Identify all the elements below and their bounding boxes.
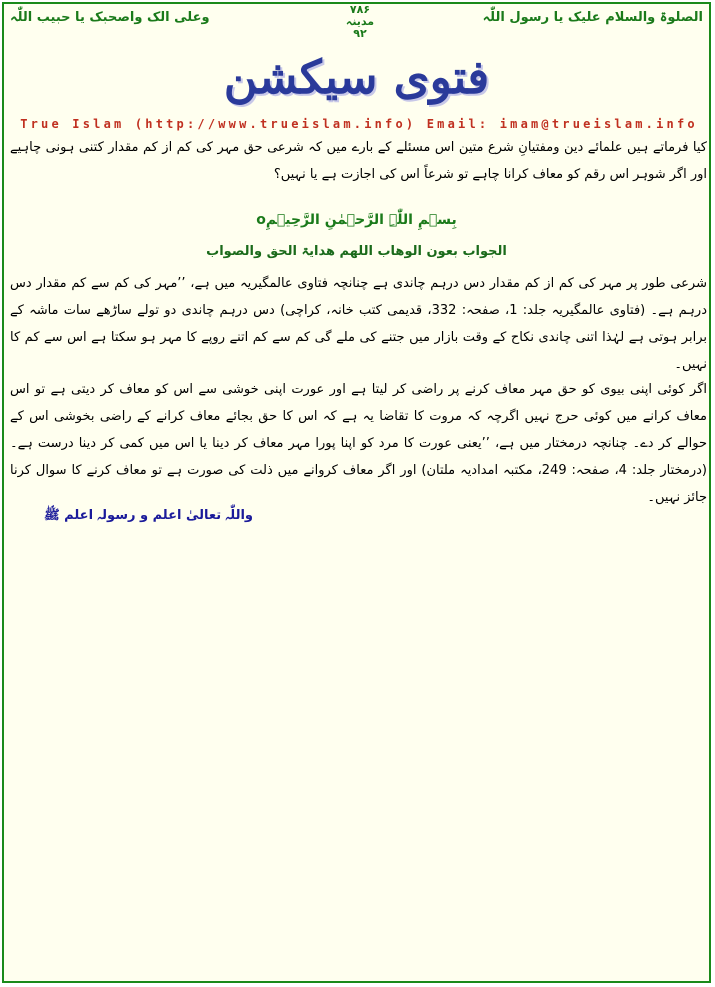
header-salutation-left: وعلی الک واصحبک یا حبیب اللّٰہ	[10, 10, 210, 25]
header-salutation-right: الصلوۃ والسلام علیک یا رسول اللّٰہ	[482, 10, 703, 25]
question-text: کیا فرماتے ہیں علمائے دین ومفتیانِ شرع متین اس مسئلے کے بارے میں کہ شرعی حق مہر کی کم از کم مقدار کتنی ہونی چاہیے اور اگر شوہر اس رقم کو معاف کرانا چاہے تو شرعاً اس کی اجازت ہے یا نہیں؟	[10, 140, 707, 182]
page-title: فتوی سیکشن	[223, 50, 490, 104]
answer-paragraph-2: اگر کوئی اپنی بیوی کو حق مہر معاف کرنے پر راضی کر لیتا ہے اور عورت اپنی خوشی سے اس کو معاف کر دیتی ہے تو اس معاف کرانے میں کوئی حرج نہیں اگرچہ کہ مروت کا تقاضا یہ ہے کہ اس کا حق بجائے معاف کرانے کے راضی بخوشی اس کے حوالے کر دے۔ چنانچہ درمختار میں ہے، ’’یعنی عورت کا مرد کو اپنا پورا مہر معاف کر دینا یا اس میں کمی کر دینا درست ہے۔ (درمختار جلد: 4، صفحہ: 249، مکتبہ امدادیہ ملتان) اور اگر معاف کروانے میں ذلت کی صورت ہے تو معاف کرنے کا سوال کرنا جائز نہیں۔	[10, 382, 708, 505]
contact-line: True Islam (http://www.trueislam.info) Email: imam@trueislam.info	[20, 117, 698, 131]
page-number-92: ۹۲	[353, 27, 367, 40]
fatwa-page	[2, 2, 711, 983]
page-number-786: ۷۸۶	[349, 3, 371, 16]
page-number-madina: مدینہ	[345, 15, 375, 28]
closing-formula: واللّٰہ تعالیٰ اعلم و رسولہ اعلم ﷺ	[43, 508, 253, 523]
answer-heading: الجواب بعون الوھاب اللھم ھدایۃ الحق والصواب	[206, 244, 507, 259]
page-number-block	[340, 4, 380, 40]
bismillah-heading: بِسۡمِ اللّٰہِ الرَّحۡمٰنِ الرَّحِیۡمِo	[256, 212, 457, 228]
answer-paragraph-1: شرعی طور پر مہر کی کم از کم مقدار دس درہم چاندی ہے چنانچہ فتاوی عالمگیریہ میں ہے، ’’مہر کی کم سے کم مقدار دس درہم ہے۔ (فتاوی عالمگیریہ جلد: 1، صفحہ: 332، قدیمی کتب خانہ، کراچی) دس درہم چاندی دو تولے ساڑھے سات ماشہ کے برابر ہوتی ہے لہٰذا اتنی چاندی نکاح کے وقت بازار میں جتنے کی ملے گی کم سے کم اتنے روپے کا مہر ہو سکتا ہے اس سے کم کا نہیں۔	[10, 276, 707, 372]
